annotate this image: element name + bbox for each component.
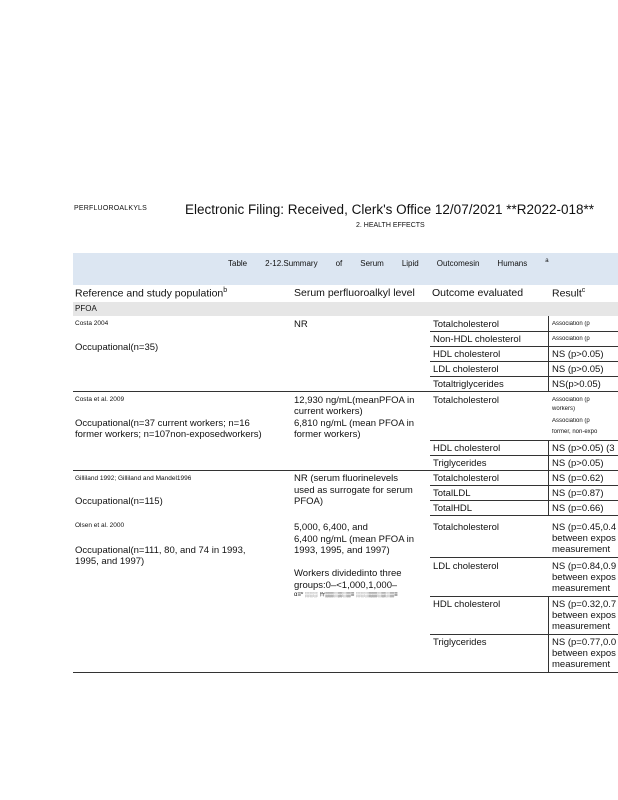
result: measurement <box>552 583 611 594</box>
outcome: TotalLDL <box>433 488 471 499</box>
result: measurement <box>552 544 611 555</box>
outcome: Triglycerides <box>433 637 487 648</box>
result: NS (p=0.32,0.7 <box>552 599 617 610</box>
result: between expos <box>552 572 616 583</box>
outcome: LDL cholesterol <box>433 364 499 375</box>
row-divider <box>430 455 618 456</box>
result: NS (p=0.77,0.0 <box>552 637 617 648</box>
row-divider <box>430 361 618 362</box>
result: former, non-expo <box>552 429 598 435</box>
section-band <box>73 302 618 316</box>
outcome: Totaltriglycerides <box>433 379 504 390</box>
row-divider <box>430 485 618 486</box>
row-divider <box>430 500 618 501</box>
outcome: Totalcholesterol <box>433 395 500 406</box>
study-reference: Costa 2004 <box>75 320 109 327</box>
filing-stamp: Electronic Filing: Received, Clerk's Office 12/07/2021 **R2022-018** <box>185 202 595 217</box>
serum-level: NR <box>294 319 308 330</box>
row-divider <box>430 515 618 516</box>
study-population: Occupational(n=115) <box>75 496 163 507</box>
result: Association (p <box>552 418 590 424</box>
row-divider <box>430 331 618 332</box>
study-population: Occupational(n=111, 80, and 74 in 1993, <box>75 545 246 556</box>
study-population: Occupational(n=37 current workers; n=16 <box>75 418 250 429</box>
row-divider <box>430 596 618 597</box>
outcome: HDL cholesterol <box>433 349 501 360</box>
row-divider <box>430 376 618 377</box>
column-header-level: Serum perfluoroalkyl level <box>294 287 415 299</box>
serum-level: used as surrogate for serum <box>294 485 413 496</box>
study-population: former workers; n=107non-exposedworkers) <box>75 429 262 440</box>
outcome: Totalcholesterol <box>433 319 500 330</box>
outcome: HDL cholesterol <box>433 599 501 610</box>
study-divider <box>73 391 618 392</box>
serum-level: NR (serum fluorinelevels <box>294 473 399 484</box>
study-reference: Costa et al. 2009 <box>75 396 125 403</box>
result: Association (p <box>552 321 590 327</box>
serum-level: 6,810 ng/mL (mean PFOA in <box>294 418 415 429</box>
outcome: HDL cholesterol <box>433 443 501 454</box>
outcome: Totalcholesterol <box>433 522 500 533</box>
column-divider <box>548 316 549 391</box>
serum-level: PFOA) <box>294 496 324 507</box>
result: NS (p=0.87) <box>552 488 604 499</box>
section-title: 2. HEALTH EFFECTS <box>356 222 425 229</box>
result: NS (p>0.05) <box>552 349 604 360</box>
result: NS (p>0.05) <box>552 364 604 375</box>
study-population: 1995, and 1997) <box>75 556 145 567</box>
garbled-text: α≡º ░░░ 皆▒▒░▒░▒≡ ░░░▒▒░▒░▒≡ <box>294 592 398 598</box>
table-bottom-rule <box>73 672 618 673</box>
result: NS(p>0.05) <box>552 379 601 390</box>
column-divider <box>548 470 549 515</box>
row-divider <box>430 557 618 558</box>
result: between expos <box>552 610 616 621</box>
study-reference: Olsen et al. 2000 <box>75 522 125 529</box>
serum-level: current workers) <box>294 406 363 417</box>
column-divider <box>548 440 549 470</box>
result: NS (p=0.66) <box>552 503 604 514</box>
result: Association (p <box>552 336 590 342</box>
result: between expos <box>552 533 616 544</box>
study-population: Occupational(n=35) <box>75 342 159 353</box>
serum-level: former workers) <box>294 429 361 440</box>
study-divider <box>73 470 618 471</box>
row-divider <box>430 346 618 347</box>
result: NS (p=0.84,0.9 <box>552 561 617 572</box>
result: NS (p>0.05) <box>552 458 604 469</box>
running-head: PERFLUOROALKYLS <box>74 205 148 212</box>
result: NS (p=0.62) <box>552 473 604 484</box>
serum-level: Workers dividedinto three <box>294 568 402 579</box>
outcome: Totalcholesterol <box>433 473 500 484</box>
result: measurement <box>552 659 611 670</box>
column-header-reference: Reference and study population$^b$ <box>75 287 228 300</box>
result: workers) <box>552 406 576 412</box>
serum-level: groups:0–<1,000,1,000– <box>294 580 398 591</box>
result: NS (p=0.45,0.4 <box>552 522 617 533</box>
serum-level: 6,400 ng/mL (mean PFOA in <box>294 534 415 545</box>
result: NS (p>0.05) (3 <box>552 443 615 454</box>
outcome: Non-HDL cholesterol <box>433 334 521 345</box>
section-label: PFOA <box>75 304 97 313</box>
result: between expos <box>552 648 616 659</box>
column-header-result: Result$^c$ <box>552 287 586 300</box>
column-header-outcome: Outcome evaluated <box>432 287 524 299</box>
result: measurement <box>552 621 611 632</box>
serum-level: 1993, 1995, and 1997) <box>294 545 390 556</box>
row-divider <box>430 440 618 441</box>
outcome: TotalHDL <box>433 503 473 514</box>
row-divider <box>430 634 618 635</box>
study-reference: Gilliland 1992; Gilliland and Mandel1996 <box>75 475 192 482</box>
outcome: Triglycerides <box>433 458 487 469</box>
serum-level: 12,930 ng/mL(meanPFOA in <box>294 395 415 406</box>
result: Association (p <box>552 397 590 403</box>
outcome: LDL cholesterol <box>433 561 499 572</box>
column-divider <box>548 596 549 672</box>
table-caption: Table 2-12.Summary of Serum Lipid Outcomesin Humans $^a$ <box>228 258 549 268</box>
serum-level: 5,000, 6,400, and <box>294 522 368 533</box>
